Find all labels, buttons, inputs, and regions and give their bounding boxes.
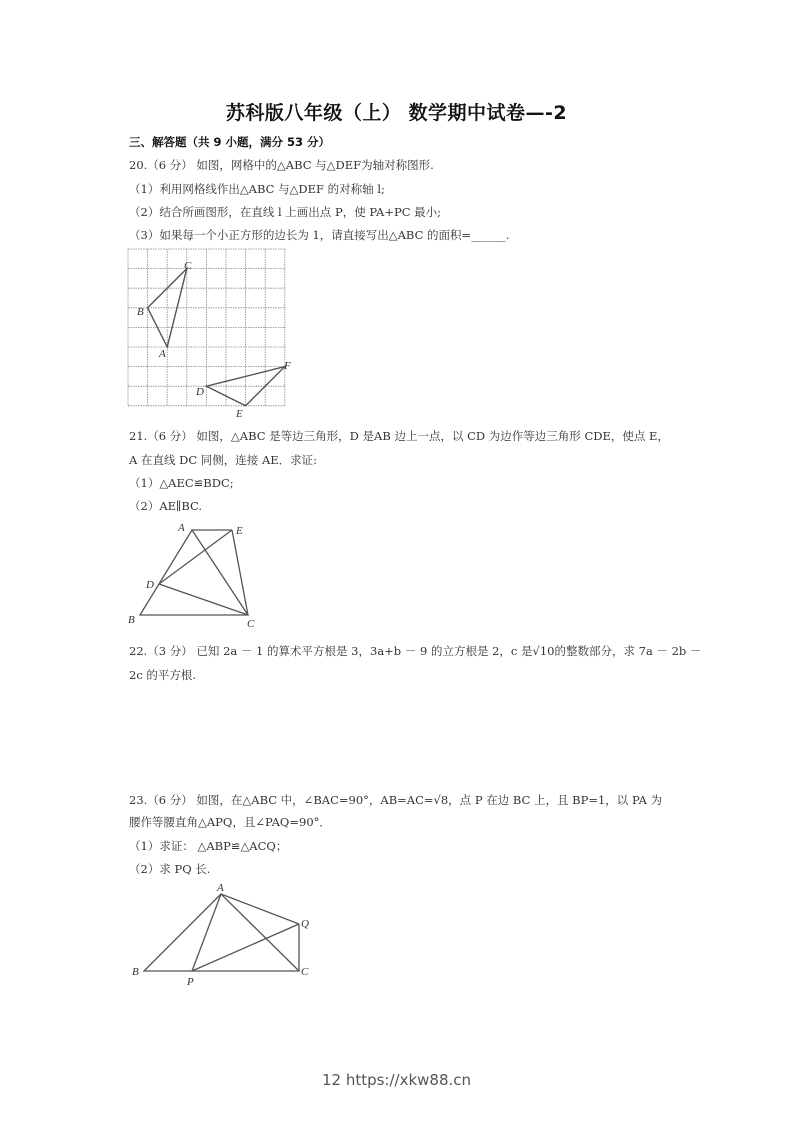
label-B: B	[128, 614, 135, 626]
q21-part2: （2）AE∥BC.	[129, 499, 203, 513]
page-footer: 12 https://xkw88.cn	[321, 1071, 472, 1089]
q22-stem-2: 2c 的平方根.	[129, 668, 197, 682]
label-A: A	[178, 522, 185, 534]
q20-part2: （2）结合所画图形，在直线 l 上画出点 P，使 PA+PC 最小;	[129, 205, 442, 219]
q21-stem-1: 21.（6 分） 如图，△ABC 是等边三角形，D 是AB 边上一点，以 CD 为边作等边三角形 CDE，使点 E，	[129, 429, 669, 443]
label-C: C	[301, 966, 309, 978]
q21-part1: （1）△AEC≌BDC;	[129, 476, 234, 490]
q20-grid-figure	[124, 245, 294, 420]
label-B: B	[137, 306, 144, 318]
q22-stem-1: 22.（3 分） 已知 2a － 1 的算术平方根是 3，3a+b － 9 的立方根是 2，c 是√10的整数部分，求 7a － 2b －	[129, 644, 702, 658]
label-A: A	[217, 882, 224, 894]
label-C: C	[184, 260, 192, 272]
label-F: F	[284, 360, 291, 372]
label-Q: Q	[301, 918, 309, 930]
page-title: 苏科版八年级（上） 数学期中试卷—-2	[225, 102, 568, 124]
label-D: D	[146, 579, 154, 591]
label-D: D	[196, 386, 204, 398]
q23-triangle-figure	[120, 875, 340, 990]
label-E: E	[236, 525, 243, 537]
q23-stem-1: 23.（6 分） 如图，在△ABC 中，∠BAC=90°，AB=AC=√8，点 P 在边 BC 上，且 BP=1，以 PA 为	[129, 793, 663, 807]
label-A: A	[159, 348, 166, 360]
q21-stem-2: A 在直线 DC 同侧，连接 AE．求证:	[129, 453, 318, 467]
q21-triangle-figure	[120, 515, 270, 630]
label-B: B	[132, 966, 139, 978]
label-E: E	[236, 408, 243, 420]
q23-part2: （2）求 PQ 长.	[129, 862, 211, 876]
section-header: 三、解答题（共 9 小题，满分 53 分）	[129, 135, 331, 149]
q23-part1: （1）求证： △ABP≌△ACQ；	[129, 839, 288, 853]
label-P: P	[187, 976, 194, 988]
q20-part3: （3）如果每一个小正方形的边长为 1，请直接写出△ABC 的面积=______.	[129, 228, 510, 242]
label-C: C	[247, 618, 255, 630]
q20-stem: 20.（6 分） 如图，网格中的△ABC 与△DEF为轴对称图形.	[129, 158, 434, 172]
q23-stem-2: 腰作等腰直角△APQ，且∠PAQ=90°．	[129, 815, 331, 829]
q20-part1: （1）利用网格线作出△ABC 与△DEF 的对称轴 l;	[129, 182, 385, 196]
